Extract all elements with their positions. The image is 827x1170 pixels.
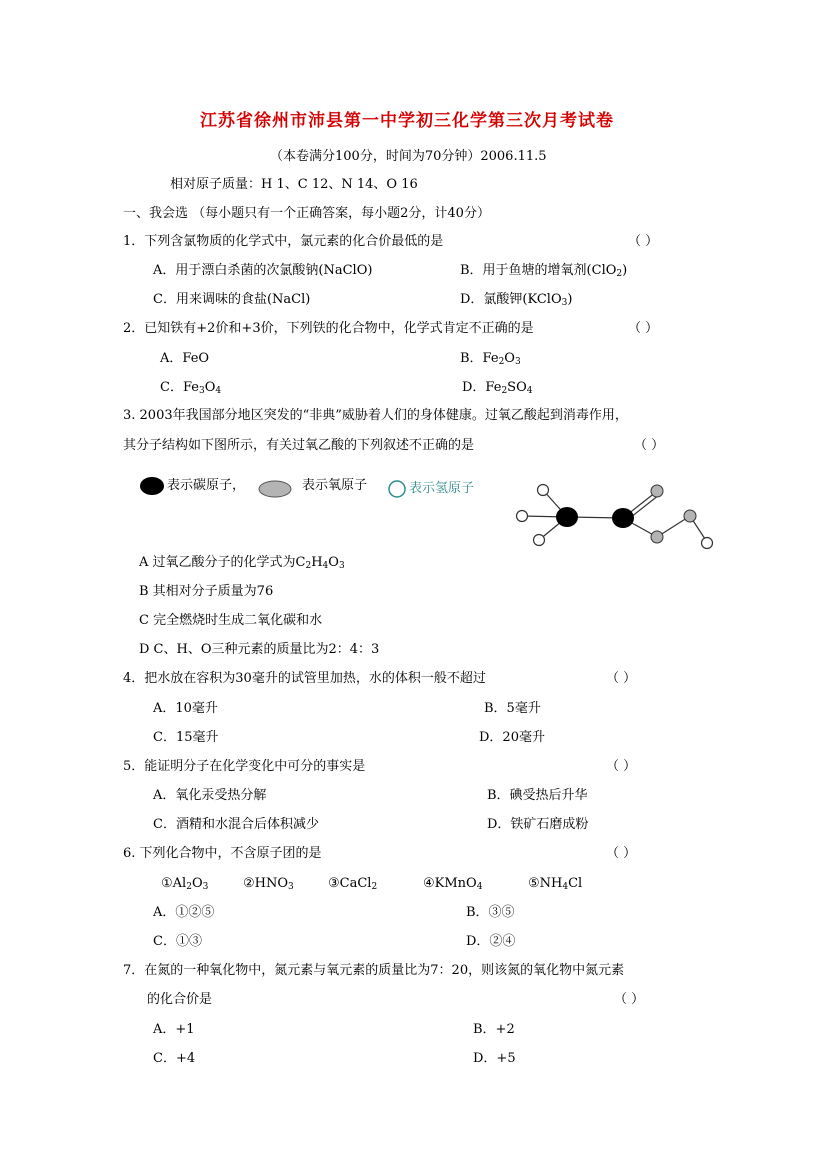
q3-option-a[interactable]: A 过氧乙酸分子的化学式为$C_2H_4O_3$ <box>139 555 345 571</box>
question-2-stem: 2．已知铁有+2价和+3价，下列铁的化合物中，化学式肯定不正确的是 <box>123 321 534 336</box>
q1-option-d[interactable]: D．氯酸钾(KClO$_3$) <box>460 292 573 308</box>
section-heading: 一、我会选 （每小题只有一个正确答案，每小题2分，计40分） <box>123 206 490 221</box>
q6-option-a[interactable]: A．①②⑤ <box>153 905 215 920</box>
q2-option-c[interactable]: C．$Fe_3O_4$ <box>160 380 222 396</box>
q6-compound-4: ④KMnO$_4$ <box>423 876 483 892</box>
q3-option-d[interactable]: D C、H、O三种元素的质量比为2：4：3 <box>139 642 380 657</box>
exam-info: （本卷满分100分，时间为70分钟）2006.11.5 <box>270 149 547 164</box>
question-3-stem-line2: 其分子结构如下图所示，有关过氧乙酸的下列叙述不正确的是 <box>123 438 475 453</box>
q7-option-b[interactable]: B．+2 <box>473 1022 515 1037</box>
q2-option-d[interactable]: D．$Fe_2SO_4$ <box>462 380 533 396</box>
oxygen-atom <box>684 510 696 522</box>
page-title: 江苏省徐州市沛县第一中学初三化学第三次月考试卷 <box>200 111 614 131</box>
legend-oxygen-label: 表示氧原子 <box>302 478 368 493</box>
legend-hydrogen-label: 表示氢原子 <box>409 481 475 496</box>
atomic-mass-note: 相对原子质量：H 1、C 12、N 14、O 16 <box>170 177 418 192</box>
answer-bracket-2[interactable]: （ ） <box>628 321 659 336</box>
question-4-stem: 4．把水放在容积为30毫升的试管里加热，水的体积一般不超过 <box>123 671 486 686</box>
carbon-atom-icon <box>140 477 164 495</box>
q6-option-c[interactable]: C．①③ <box>153 934 202 949</box>
q5-option-c[interactable]: C．酒精和水混合后体积减少 <box>153 817 319 832</box>
q6-compound-2: $②HNO_3$ <box>243 876 294 892</box>
q6-option-b[interactable]: B．③⑤ <box>466 905 515 920</box>
peracetic-acid-structure <box>510 476 730 556</box>
hydrogen-atom <box>534 535 545 546</box>
oxygen-atom <box>651 485 663 497</box>
q7-option-a[interactable]: A．+1 <box>153 1022 195 1037</box>
hydrogen-atom <box>517 511 528 522</box>
q2-option-b[interactable]: B．$Fe_2O_3$ <box>460 351 521 367</box>
q6-compound-1: $①Al_2O_3$ <box>161 876 209 892</box>
q6-compound-3: ③CaCl$_2$ <box>328 876 378 892</box>
carbon-atom <box>612 508 634 528</box>
answer-bracket-3[interactable]: （ ） <box>634 438 665 453</box>
hydrogen-atom <box>538 485 549 496</box>
q6-compound-5: $⑤NH_4Cl$ <box>528 876 583 892</box>
answer-bracket-1[interactable]: （ ） <box>628 234 659 249</box>
answer-bracket-4[interactable]: （ ） <box>606 671 637 686</box>
q3-option-c[interactable]: C 完全燃烧时生成二氧化碳和水 <box>139 613 323 628</box>
q4-option-b[interactable]: B．5毫升 <box>484 701 541 716</box>
q3-option-b[interactable]: B 其相对分子质量为76 <box>139 584 274 599</box>
q1-option-a[interactable]: A．用于漂白杀菌的次氯酸钠(NaClO) <box>153 263 373 278</box>
hydrogen-atom-icon <box>389 481 405 497</box>
molecule-legend <box>135 470 495 504</box>
answer-bracket-6[interactable]: （ ） <box>606 846 637 861</box>
question-1-stem: 1．下列含氯物质的化学式中，氯元素的化合价最低的是 <box>123 234 444 249</box>
question-7-stem-line1: 7．在氮的一种氧化物中，氮元素与氧元素的质量比为7：20，则该氮的氧化物中氮元素 <box>123 963 625 978</box>
oxygen-atom <box>651 531 663 543</box>
carbon-atom <box>556 507 578 527</box>
q7-option-d[interactable]: D．+5 <box>473 1051 516 1066</box>
q4-option-c[interactable]: C．15毫升 <box>153 730 219 745</box>
q4-option-d[interactable]: D．20毫升 <box>479 730 545 745</box>
q7-option-c[interactable]: C．+4 <box>153 1051 196 1066</box>
oxygen-atom-icon <box>259 481 291 497</box>
q5-option-d[interactable]: D．铁矿石磨成粉 <box>487 817 589 832</box>
question-6-stem: 6. 下列化合物中，不含原子团的是 <box>123 846 322 861</box>
q4-option-a[interactable]: A．10毫升 <box>153 701 218 716</box>
answer-bracket-5[interactable]: （ ） <box>606 759 637 774</box>
question-7-stem-line2: 的化合价是 <box>147 992 213 1007</box>
q2-option-a[interactable]: A．FeO <box>160 351 210 366</box>
q1-option-b[interactable]: B．用于鱼塘的增氧剂(ClO$_2$) <box>460 263 628 279</box>
q1-option-c[interactable]: C．用来调味的食盐(NaCl) <box>153 292 311 307</box>
q5-option-b[interactable]: B．碘受热后升华 <box>487 788 588 803</box>
answer-bracket-7[interactable]: （ ） <box>614 992 645 1007</box>
legend-carbon-label: 表示碳原子， <box>167 478 246 493</box>
question-5-stem: 5．能证明分子在化学变化中可分的事实是 <box>123 759 366 774</box>
hydrogen-atom <box>702 538 713 549</box>
question-3-stem-line1: 3. 2003年我国部分地区突发的“非典”威胁着人们的身体健康。过氧乙酸起到消毒作用， <box>123 408 628 423</box>
q6-option-d[interactable]: D．②④ <box>466 934 516 949</box>
q5-option-a[interactable]: A．氧化汞受热分解 <box>153 788 267 803</box>
